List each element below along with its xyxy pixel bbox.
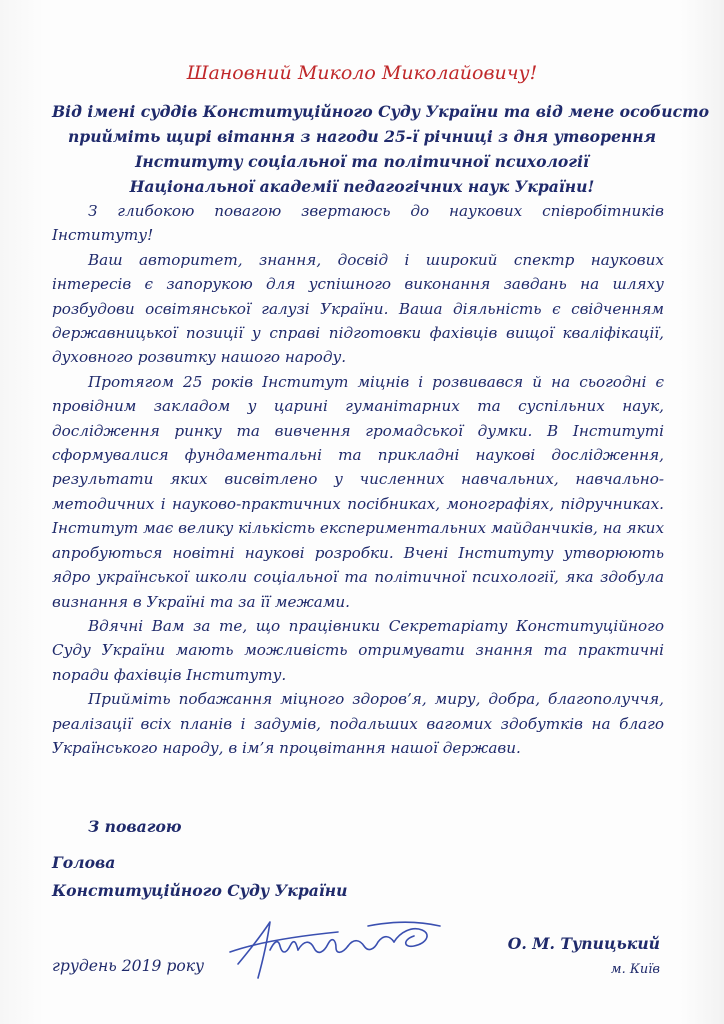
signer-name: О. М. Тупицький (507, 934, 660, 953)
intro-line: прийміть щирі вітання з нагоди 25-ї річниці з дня утворення (67, 127, 657, 146)
intro-line: Від імені суддів Конституційного Суду України та від мене особисто (52, 102, 709, 121)
paragraph: Ваш авторитет, знання, досвід і широкий спектр наукових інтересів є запорукою для успішного виконання завдань на шляху розбудови освітянської галузі України. Ваша діяльність є свідченням державницької позиції у справі підготовки фахівців вищої кваліфікації, духовного розвитку нашого народу. (52, 250, 664, 367)
letter-body (52, 199, 664, 760)
position-line: Конституційного Суду України (52, 881, 348, 900)
intro-block (52, 99, 709, 199)
greeting: Шановний Миколо Миколайовичу! (186, 62, 538, 84)
date: грудень 2019 року (52, 957, 205, 975)
intro-line: Національної академії педагогічних наук України! (129, 177, 595, 196)
paragraph: З глибокою повагою звертаюсь до наукових співробітників Інституту! (52, 202, 664, 245)
position-line: Голова (52, 853, 116, 872)
paragraph: Протягом 25 років Інститут міцнів і розвивався й на сьогодні є провідним закладом у царині гуманітарних та суспільних наук, дослідження ринку та вивчення громадської думки. В Інституті сформувалися фундаментальні та прикладні наукові дослідження, результати яких висвітлено у численних навчальних, навчально-методичних і науково-практичних посібниках, монографіях, підручниках. Інститут має велику кількість експериментальних майданчиків, на яких апробуються новітні наукові розробки. Вчені Інституту утворюють ядро української школи соціальної та політичної психології, яка здобула визнання в Україні та за її межами. (52, 372, 665, 611)
paragraph: Прийміть побажання міцного здоров’я, миру, добра, благополуччя, реалізації всіх планів і задумів, подальших вагомих здобутків на благо Українського народу, в ім’я процвітання нашої держави. (52, 690, 664, 757)
handwritten-signature-icon (218, 912, 450, 986)
intro-line: Інституту соціальної та політичної психології (135, 152, 589, 171)
signer-position (52, 849, 347, 905)
city: м. Київ (610, 962, 660, 977)
paragraph: Вдячні Вам за те, що працівники Секретаріату Конституційного Суду України мають можливість отримувати знання та практичні поради фахівців Інституту. (52, 616, 664, 684)
closing: З повагою (88, 817, 182, 836)
